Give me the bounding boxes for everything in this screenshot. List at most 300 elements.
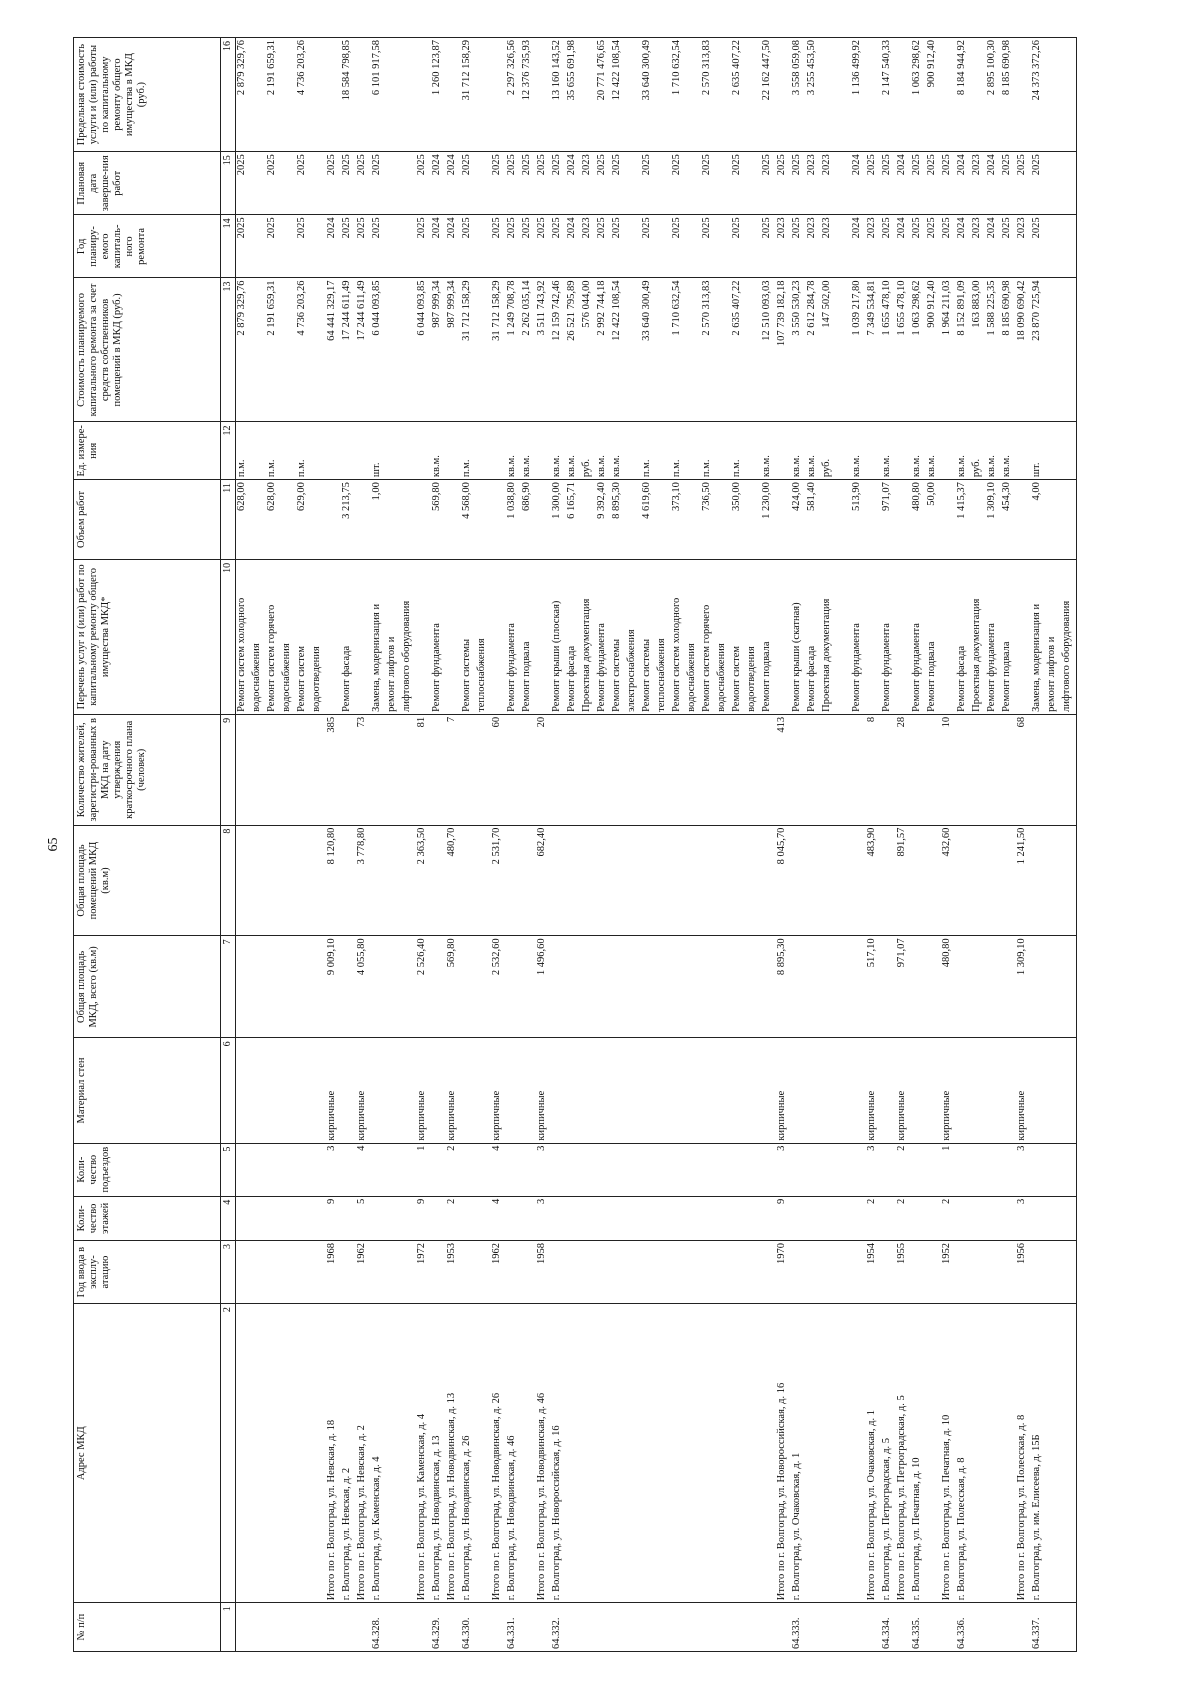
table-cell: 2025: [866, 152, 881, 215]
table-row: [296, 38, 311, 1652]
table-cell: [581, 38, 596, 152]
table-cell: кирпичные: [356, 1038, 371, 1143]
table-cell: 2023: [581, 215, 596, 278]
table-cell: [821, 38, 836, 152]
table-cell: [821, 1304, 836, 1603]
table-cell: [476, 1241, 491, 1304]
table-cell: 24 373 372,26: [1031, 38, 1046, 152]
table-cell: [761, 1196, 776, 1240]
table-cell: 2 191 659,31: [266, 278, 281, 422]
table-cell: [881, 1196, 896, 1240]
table-cell: [911, 936, 926, 1038]
table-cell: [851, 1038, 866, 1143]
table-cell: [686, 152, 701, 215]
table-cell: [1061, 422, 1077, 480]
table-cell: 2025: [1031, 215, 1046, 278]
table-cell: [731, 1304, 746, 1603]
table-cell: 13 160 143,52: [551, 38, 566, 152]
table-cell: [626, 1304, 641, 1603]
table-cell: 64.334.: [881, 1603, 896, 1652]
table-cell: [386, 936, 401, 1038]
table-cell: [596, 1038, 611, 1143]
table-cell: [776, 1603, 791, 1652]
table-cell: [746, 1196, 761, 1240]
table-cell: Замена, модернизация и: [1031, 559, 1046, 714]
table-cell: [296, 1603, 311, 1652]
table-cell: [926, 825, 941, 936]
table-cell: [281, 215, 296, 278]
table-row: [791, 38, 806, 1652]
table-cell: [731, 1038, 746, 1143]
table-cell: [1046, 714, 1061, 825]
table-cell: 2 531,70: [491, 825, 506, 936]
table-cell: 2025: [416, 215, 431, 278]
table-cell: [656, 1196, 671, 1240]
column-number-4: 4: [221, 1196, 236, 1240]
table-cell: 4 736 203,26: [296, 38, 311, 152]
table-cell: [596, 825, 611, 936]
table-cell: [506, 1241, 521, 1304]
table-cell: кв.м.: [791, 422, 806, 480]
table-cell: [551, 714, 566, 825]
table-cell: [521, 714, 536, 825]
table-cell: кирпичные: [416, 1038, 431, 1143]
table-cell: [896, 480, 911, 560]
table-cell: [416, 480, 431, 560]
column-header-5: Коли-чество подъездов: [74, 1143, 221, 1196]
table-cell: [941, 1603, 956, 1652]
table-cell: [611, 1038, 626, 1143]
table-cell: [341, 1143, 356, 1196]
table-cell: Ремонт фасада: [806, 559, 821, 714]
table-cell: 2: [866, 1196, 881, 1240]
table-cell: [686, 714, 701, 825]
table-cell: [956, 1241, 971, 1304]
table-cell: [926, 936, 941, 1038]
table-cell: [686, 1038, 701, 1143]
table-cell: [266, 1304, 281, 1603]
table-cell: [551, 1196, 566, 1240]
table-cell: 424,00: [791, 480, 806, 560]
table-cell: Ремонт фундамента: [986, 559, 1001, 714]
table-cell: 2 612 284,78: [806, 278, 821, 422]
table-cell: г. Волгоград, ул. им. Елисеева, д. 15Б: [1031, 1304, 1046, 1603]
table-cell: 2025: [536, 152, 551, 215]
table-cell: [581, 1241, 596, 1304]
table-cell: кирпичные: [866, 1038, 881, 1143]
table-cell: [1061, 1143, 1077, 1196]
table-cell: [341, 1196, 356, 1240]
table-cell: 8 185 690,98: [1001, 278, 1016, 422]
table-cell: 2024: [431, 152, 446, 215]
table-cell: 2025: [701, 215, 716, 278]
column-number-13: 13: [221, 278, 236, 422]
table-cell: [626, 1038, 641, 1143]
table-row: [896, 38, 911, 1652]
table-cell: [266, 1241, 281, 1304]
table-cell: 3: [536, 1143, 551, 1196]
table-cell: [431, 1038, 446, 1143]
table-cell: 2025: [236, 152, 252, 215]
table-cell: кирпичные: [776, 1038, 791, 1143]
table-cell: [386, 714, 401, 825]
table-cell: [1046, 1038, 1061, 1143]
table-cell: г. Волгоград, ул. Петроградская, д. 5: [881, 1304, 896, 1603]
table-cell: Ремонт фасада: [956, 559, 971, 714]
table-cell: 9 392,40: [596, 480, 611, 560]
page-number: 65: [46, 837, 61, 852]
table-cell: [731, 714, 746, 825]
table-cell: 2 635 407,22: [731, 38, 746, 152]
table-cell: 4 619,60: [641, 480, 656, 560]
table-cell: 4 736 203,26: [296, 278, 311, 422]
table-row: [926, 38, 941, 1652]
table-cell: [1001, 1196, 1016, 1240]
table-cell: [521, 1038, 536, 1143]
table-row: [356, 38, 371, 1652]
table-cell: 2: [896, 1196, 911, 1240]
table-cell: [821, 1143, 836, 1196]
table-cell: [266, 1143, 281, 1196]
table-cell: [1046, 38, 1061, 152]
table-cell: [551, 936, 566, 1038]
table-cell: [671, 1038, 686, 1143]
table-cell: [716, 278, 731, 422]
table-cell: [731, 1196, 746, 1240]
table-cell: 1 309,10: [1016, 936, 1031, 1038]
table-cell: 31 712 158,29: [461, 278, 476, 422]
table-cell: [1001, 825, 1016, 936]
table-cell: [791, 1241, 806, 1304]
table-cell: [971, 825, 986, 936]
table-cell: 2025: [941, 152, 956, 215]
table-cell: [611, 714, 626, 825]
table-cell: [821, 714, 836, 825]
table-cell: 64.332.: [551, 1603, 566, 1652]
column-number-8: 8: [221, 825, 236, 936]
table-cell: 64.329.: [431, 1603, 446, 1652]
table-cell: 2024: [566, 215, 581, 278]
table-cell: [686, 38, 701, 152]
table-cell: [656, 152, 671, 215]
table-cell: [356, 480, 371, 560]
table-cell: п.м.: [296, 422, 311, 480]
table-cell: [746, 152, 761, 215]
table-cell: [386, 152, 401, 215]
table-cell: 1972: [416, 1241, 431, 1304]
table-cell: [971, 1304, 986, 1603]
table-cell: [686, 1143, 701, 1196]
table-cell: [386, 422, 401, 480]
table-cell: 18 584 798,85: [341, 38, 356, 152]
table-cell: [926, 1603, 941, 1652]
table-cell: [401, 152, 416, 215]
table-cell: 2023: [806, 152, 821, 215]
table-cell: [1046, 480, 1061, 560]
table-cell: кв.м.: [521, 422, 536, 480]
table-cell: 2025: [611, 152, 626, 215]
table-cell: 6 044 093,85: [371, 278, 386, 422]
table-cell: 23 870 725,94: [1031, 278, 1046, 422]
table-cell: [386, 1241, 401, 1304]
table-cell: кв.м.: [911, 422, 926, 480]
table-cell: г. Волгоград, ул. Новороссийская, д. 16: [551, 1304, 566, 1603]
table-cell: [836, 215, 851, 278]
table-cell: [911, 714, 926, 825]
table-cell: [1031, 1038, 1046, 1143]
table-cell: [506, 1196, 521, 1240]
table-cell: 569,80: [446, 936, 461, 1038]
table-cell: 2025: [881, 152, 896, 215]
table-cell: [311, 825, 326, 936]
table-cell: [881, 1241, 896, 1304]
table-cell: кирпичные: [326, 1038, 341, 1143]
table-cell: [536, 422, 551, 480]
table-cell: 3: [1016, 1143, 1031, 1196]
table-cell: 2024: [986, 215, 1001, 278]
table-cell: 2025: [521, 215, 536, 278]
table-cell: [641, 1196, 656, 1240]
table-cell: 2025: [236, 215, 252, 278]
table-cell: 2025: [266, 215, 281, 278]
table-row: [266, 38, 281, 1652]
table-row: [611, 38, 626, 1652]
table-cell: 2 570 313,83: [701, 278, 716, 422]
table-cell: [476, 936, 491, 1038]
table-cell: [656, 825, 671, 936]
table-cell: 17 244 611,49: [341, 278, 356, 422]
table-cell: 628,00: [266, 480, 281, 560]
table-row: [971, 38, 986, 1652]
table-cell: [281, 714, 296, 825]
table-cell: [626, 825, 641, 936]
table-cell: 4,00: [1031, 480, 1046, 560]
table-cell: [1001, 1241, 1016, 1304]
table-row: [386, 38, 401, 1652]
table-cell: 2025: [911, 215, 926, 278]
table-cell: [626, 1196, 641, 1240]
table-cell: [701, 1241, 716, 1304]
table-cell: Ремонт фасада: [341, 559, 356, 714]
table-cell: [701, 825, 716, 936]
table-cell: 373,10: [671, 480, 686, 560]
table-cell: [986, 1196, 1001, 1240]
table-cell: 2025: [326, 152, 341, 215]
table-cell: [656, 1603, 671, 1652]
table-cell: кирпичные: [491, 1038, 506, 1143]
table-cell: [251, 936, 266, 1038]
table-cell: 28: [896, 714, 911, 825]
table-cell: 2025: [1001, 215, 1016, 278]
column-header-7: Общая площадь МКД, всего (кв.м): [74, 936, 221, 1038]
table-cell: 147 502,00: [821, 278, 836, 422]
table-cell: [236, 1143, 252, 1196]
table-cell: [386, 38, 401, 152]
table-cell: 2023: [971, 215, 986, 278]
table-cell: [311, 278, 326, 422]
table-cell: кирпичные: [941, 1038, 956, 1143]
table-cell: [611, 936, 626, 1038]
table-cell: [1031, 1196, 1046, 1240]
table-cell: [1046, 1143, 1061, 1196]
table-cell: [461, 1143, 476, 1196]
table-cell: [401, 1038, 416, 1143]
table-cell: 2 879 329,76: [236, 38, 252, 152]
table-cell: [581, 1038, 596, 1143]
table-cell: г. Волгоград, ул. Очаковская, д. 1: [791, 1304, 806, 1603]
table-cell: [446, 480, 461, 560]
table-row: [371, 38, 386, 1652]
table-cell: [296, 825, 311, 936]
table-cell: [581, 1196, 596, 1240]
table-row: [731, 38, 746, 1652]
table-cell: Ремонт крыши (плоская): [551, 559, 566, 714]
table-cell: [1046, 1196, 1061, 1240]
table-cell: 2023: [971, 152, 986, 215]
table-row: [1046, 38, 1061, 1652]
table-cell: 2 363,50: [416, 825, 431, 936]
table-cell: [746, 714, 761, 825]
table-cell: 385: [326, 714, 341, 825]
table-cell: г. Волгоград, ул. Невская, д. 2: [341, 1304, 356, 1603]
table-cell: [581, 825, 596, 936]
table-cell: [236, 714, 252, 825]
table-cell: [941, 480, 956, 560]
table-cell: [671, 714, 686, 825]
table-cell: [596, 1241, 611, 1304]
header-row: [74, 38, 221, 1652]
table-cell: [761, 825, 776, 936]
table-row: [671, 38, 686, 1652]
table-cell: 2 532,60: [491, 936, 506, 1038]
table-cell: [251, 1196, 266, 1240]
table-cell: [701, 1196, 716, 1240]
table-cell: [596, 1196, 611, 1240]
table-cell: [626, 714, 641, 825]
table-row: [956, 38, 971, 1652]
table-row: [1016, 38, 1031, 1652]
table-cell: [311, 422, 326, 480]
table-cell: [281, 1241, 296, 1304]
table-cell: 4: [491, 1143, 506, 1196]
table-cell: [881, 1143, 896, 1196]
table-cell: [686, 215, 701, 278]
table-cell: 17 244 611,49: [356, 278, 371, 422]
table-cell: 2025: [356, 215, 371, 278]
table-cell: [836, 714, 851, 825]
table-cell: Ремонт системы: [611, 559, 626, 714]
table-cell: [1031, 1241, 1046, 1304]
table-cell: теплоснабжения: [656, 559, 671, 714]
table-cell: Ремонт фундамента: [911, 559, 926, 714]
table-cell: [836, 559, 851, 714]
table-cell: 7 349 534,81: [866, 278, 881, 422]
table-cell: Ремонт системы: [641, 559, 656, 714]
table-cell: [836, 825, 851, 936]
table-cell: [296, 1143, 311, 1196]
table-cell: [281, 936, 296, 1038]
table-cell: [641, 1304, 656, 1603]
table-cell: [521, 1603, 536, 1652]
table-cell: 2024: [446, 152, 461, 215]
table-cell: 736,50: [701, 480, 716, 560]
table-row: [836, 38, 851, 1652]
table-cell: 3 550 530,23: [791, 278, 806, 422]
column-number-9: 9: [221, 714, 236, 825]
table-row: [401, 38, 416, 1652]
table-cell: 2 992 744,18: [596, 278, 611, 422]
table-cell: [821, 936, 836, 1038]
table-cell: [851, 1304, 866, 1603]
table-cell: [281, 1603, 296, 1652]
table-cell: [746, 1143, 761, 1196]
table-row: [446, 38, 461, 1652]
table-cell: Итого по г. Волгоград, ул. Печатная, д. 10: [941, 1304, 956, 1603]
table-cell: 1 300,00: [551, 480, 566, 560]
table-cell: [251, 38, 266, 152]
table-cell: Ремонт подвала: [926, 559, 941, 714]
table-cell: [491, 38, 506, 152]
table-cell: [401, 1241, 416, 1304]
table-cell: [341, 1241, 356, 1304]
table-cell: 2 191 659,31: [266, 38, 281, 152]
table-cell: [1016, 422, 1031, 480]
table-cell: кв.м.: [611, 422, 626, 480]
table-cell: [401, 480, 416, 560]
table-cell: [716, 825, 731, 936]
table-cell: [776, 480, 791, 560]
table-cell: [761, 1304, 776, 1603]
table-cell: 2025: [611, 215, 626, 278]
table-cell: 12 422 108,54: [611, 278, 626, 422]
table-cell: [866, 480, 881, 560]
table-cell: 2025: [911, 152, 926, 215]
table-cell: 18 090 690,42: [1016, 278, 1031, 422]
table-cell: [896, 1603, 911, 1652]
table-cell: [521, 1196, 536, 1240]
table-cell: [581, 1603, 596, 1652]
table-cell: 2: [446, 1143, 461, 1196]
table-cell: 2025: [1001, 152, 1016, 215]
table-cell: 2024: [896, 215, 911, 278]
table-cell: [626, 936, 641, 1038]
table-cell: [1016, 38, 1031, 152]
table-cell: [581, 1143, 596, 1196]
table-cell: [716, 38, 731, 152]
table-cell: [1061, 152, 1077, 215]
table-cell: 107 739 182,18: [776, 278, 791, 422]
table-cell: [581, 1304, 596, 1603]
table-cell: [851, 1143, 866, 1196]
table-cell: 2025: [1031, 152, 1046, 215]
table-cell: [911, 825, 926, 936]
table-cell: 2025: [641, 152, 656, 215]
table-cell: 480,70: [446, 825, 461, 936]
table-cell: [776, 422, 791, 480]
table-cell: [401, 936, 416, 1038]
table-cell: [671, 825, 686, 936]
table-cell: [791, 936, 806, 1038]
table-cell: [851, 825, 866, 936]
table-cell: 987 999,34: [431, 278, 446, 422]
table-cell: Ремонт подвала: [521, 559, 536, 714]
table-cell: [1046, 422, 1061, 480]
table-cell: [791, 1143, 806, 1196]
table-cell: [341, 825, 356, 936]
column-header-1: № п/п: [74, 1603, 221, 1652]
table-cell: кв.м.: [506, 422, 521, 480]
table-cell: 2024: [956, 215, 971, 278]
